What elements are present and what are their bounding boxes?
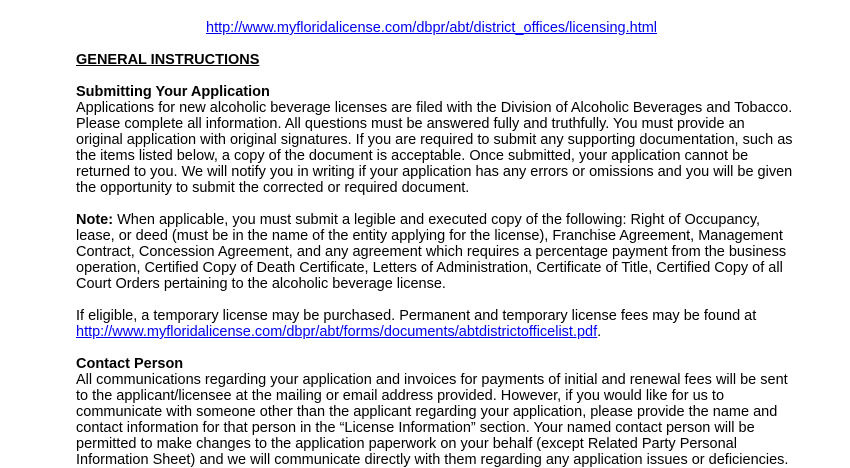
note-line: Contract, Concession Agreement, and any agreement which requires a percentage payment from the business: [76, 244, 787, 260]
fees-link-suffix: .: [597, 324, 602, 340]
submitting-line: original application with original signatures. If you are required to submit any supporting documentation, such as: [76, 132, 793, 148]
submitting-heading: Submitting Your Application: [76, 84, 270, 100]
submitting-line: the opportunity to submit the corrected or required document.: [76, 180, 470, 196]
general-instructions-text: GENERAL INSTRUCTIONS: [76, 52, 260, 68]
note-line: operation, Certified Copy of Death Certificate, Letters of Administration, Certificate of Title, Certified Copy of all: [76, 260, 783, 276]
submitting-line: the items listed below, a copy of the document is acceptable. Once submitted, your application cannot be: [76, 148, 749, 164]
fees-link-line: [76, 324, 601, 340]
temporary-license-line: If eligible, a temporary license may be purchased. Permanent and temporary license fees may be found at: [76, 308, 757, 324]
contact-line: All communications regarding your application and invoices for payments of initial and renewal fees will be sent: [76, 372, 788, 388]
contact-line: to the applicant/licensee at the mailing or email address provided. However, if you would like for us to: [76, 388, 725, 404]
district-offices-link[interactable]: http://www.myfloridalicense.com/dbpr/abt/district_offices/licensing.html: [206, 20, 658, 36]
note-label: Note:: [76, 212, 114, 228]
contact-line: contact information for that person in the “License Information” section. Your named contact person will be: [76, 420, 755, 436]
note-first-line: [76, 212, 760, 228]
contact-line: permitted to make changes to the application paperwork on your behalf (except Related Party Personal: [76, 436, 737, 452]
district-offices-link-line: [206, 20, 657, 36]
contact-line: communicate with someone other than the applicant regarding your application, please provide the name and: [76, 404, 778, 420]
note-first-line-text: When applicable, you must submit a legible and executed copy of the following: Right of Occupancy,: [113, 212, 761, 228]
district-office-list-link[interactable]: http://www.myfloridalicense.com/dbpr/abt/forms/documents/abtdistrictofficelist.pdf: [76, 324, 598, 340]
contact-heading: Contact Person: [76, 356, 184, 372]
contact-line: Information Sheet) and we will communicate directly with them regarding any application issues or deficiencies.: [76, 452, 789, 468]
general-instructions-heading: [76, 52, 259, 68]
submitting-line: returned to you. We will notify you in writing if your application has any errors or omissions and you will be given: [76, 164, 793, 180]
submitting-line: Applications for new alcoholic beverage licenses are filed with the Division of Alcoholic Beverages and Tobacco.: [76, 100, 793, 116]
note-line: lease, or deed (must be in the name of the entity applying for the license), Franchise Agreement, Management: [76, 228, 783, 244]
previous-text-fragment: [76, 0, 80, 7]
note-line: Court Orders pertaining to the alcoholic beverage license.: [76, 276, 446, 292]
submitting-line: Please complete all information. All questions must be answered fully and truthfully. You must provide an: [76, 116, 745, 132]
